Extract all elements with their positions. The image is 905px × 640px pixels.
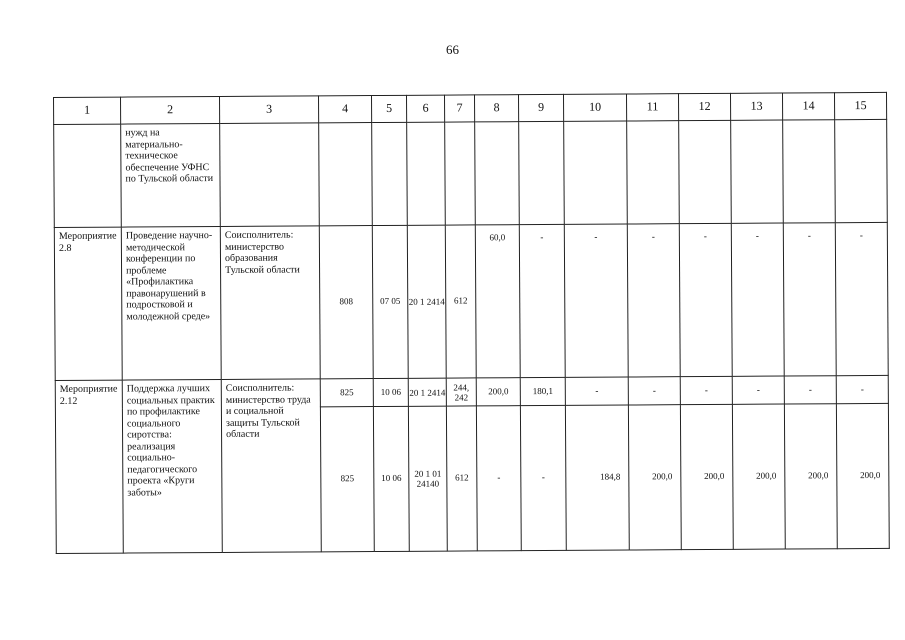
expense-type-cell: 612 [445, 225, 476, 378]
amount-cell: - [520, 405, 566, 550]
header-cell: 10 [563, 94, 626, 121]
empty-cell [731, 120, 784, 223]
budget-code-cell: 808 [319, 226, 373, 379]
amount-cell: 200,0 [784, 404, 837, 549]
executor-cell: Соисполнитель: министерство труда и социальной защиты Тульской области [221, 379, 321, 553]
empty-cell [627, 121, 680, 224]
amount-cell: - [519, 224, 565, 377]
amount-cell: - [784, 376, 836, 404]
amount-cell: 184,8 [565, 405, 629, 550]
empty-cell [407, 122, 446, 225]
event-name-cell: Проведение научно-методической конференции по проблеме «Профилактика правонарушений в подростковой и молодежной среде» [121, 226, 221, 380]
target-article-cell: 20 1 2414 [407, 225, 446, 378]
header-cell: 1 [54, 97, 121, 124]
amount-cell: 200,0 [680, 404, 733, 549]
header-cell: 6 [406, 95, 444, 122]
event-name-cell: Поддержка лучших социальных практик по профилактике социального сиротства: реализация социально-педагогического проекта «Круги заботы» [122, 379, 222, 553]
amount-cell: - [679, 223, 732, 376]
amount-cell: - [564, 224, 628, 377]
header-cell: 9 [518, 94, 563, 121]
amount-cell: 200,0 [836, 403, 889, 548]
amount-cell: - [836, 375, 888, 403]
page-number: 66 [446, 42, 459, 57]
expense-type-cell: 612 [446, 406, 477, 551]
amount-cell: - [732, 376, 784, 404]
empty-cell [564, 121, 628, 224]
section-cell: 07 05 [372, 225, 408, 378]
header-cell: 12 [678, 93, 730, 120]
amount-cell: - [835, 222, 888, 375]
empty-cell [475, 122, 520, 225]
budget-code-cell: 825 [320, 407, 374, 552]
empty-cell [679, 120, 732, 223]
event-cell: Мероприятие 2.8 [54, 227, 122, 380]
empty-cell [445, 122, 476, 225]
amount-cell: 200,0 [476, 378, 520, 406]
amount-cell: - [565, 377, 628, 405]
amount-cell: - [476, 406, 521, 551]
amount-cell: - [680, 376, 732, 404]
header-cell: 3 [219, 96, 318, 124]
amount-cell: - [731, 223, 784, 376]
target-article-cell: 20 1 2414 [408, 378, 446, 406]
amount-cell: 200,0 [628, 405, 681, 550]
budget-code-cell: 825 [320, 379, 373, 407]
amount-cell: 60,0 [475, 225, 520, 378]
event-cell: Мероприятие 2.12 [55, 380, 123, 553]
event-cell [54, 124, 122, 227]
amount-cell: 180,1 [520, 377, 565, 405]
header-cell: 2 [121, 96, 220, 124]
continuation-row [54, 119, 888, 227]
header-cell: 4 [318, 96, 371, 123]
header-cell: 13 [730, 93, 782, 120]
section-cell: 10 06 [373, 378, 408, 406]
executor-cell: Соисполнитель: министерство образования Тульской области [220, 226, 320, 380]
target-article-cell: 20 1 01 24140 [408, 406, 447, 551]
empty-cell [519, 121, 565, 224]
empty-cell [372, 122, 408, 225]
empty-cell [783, 120, 836, 223]
executor-cell [220, 123, 320, 227]
amount-cell: - [783, 223, 836, 376]
header-cell: 5 [371, 95, 406, 122]
header-cell: 15 [834, 92, 886, 119]
amount-cell: - [627, 224, 680, 377]
table-row-event-2-8 [54, 222, 888, 380]
empty-cell [319, 123, 373, 226]
header-cell: 7 [444, 95, 474, 122]
expense-type-cell: 244, 242 [446, 378, 476, 406]
event-name-cell: нужд на материально-техническое обеспечение УФНС по Тульской области [121, 123, 221, 227]
header-cell: 11 [626, 94, 678, 121]
header-cell: 8 [474, 95, 518, 122]
budget-table [53, 92, 890, 554]
empty-cell [835, 119, 888, 222]
amount-cell: 200,0 [732, 404, 785, 549]
amount-cell: - [628, 377, 680, 405]
header-cell: 14 [782, 93, 834, 120]
section-cell: 10 06 [373, 406, 409, 551]
